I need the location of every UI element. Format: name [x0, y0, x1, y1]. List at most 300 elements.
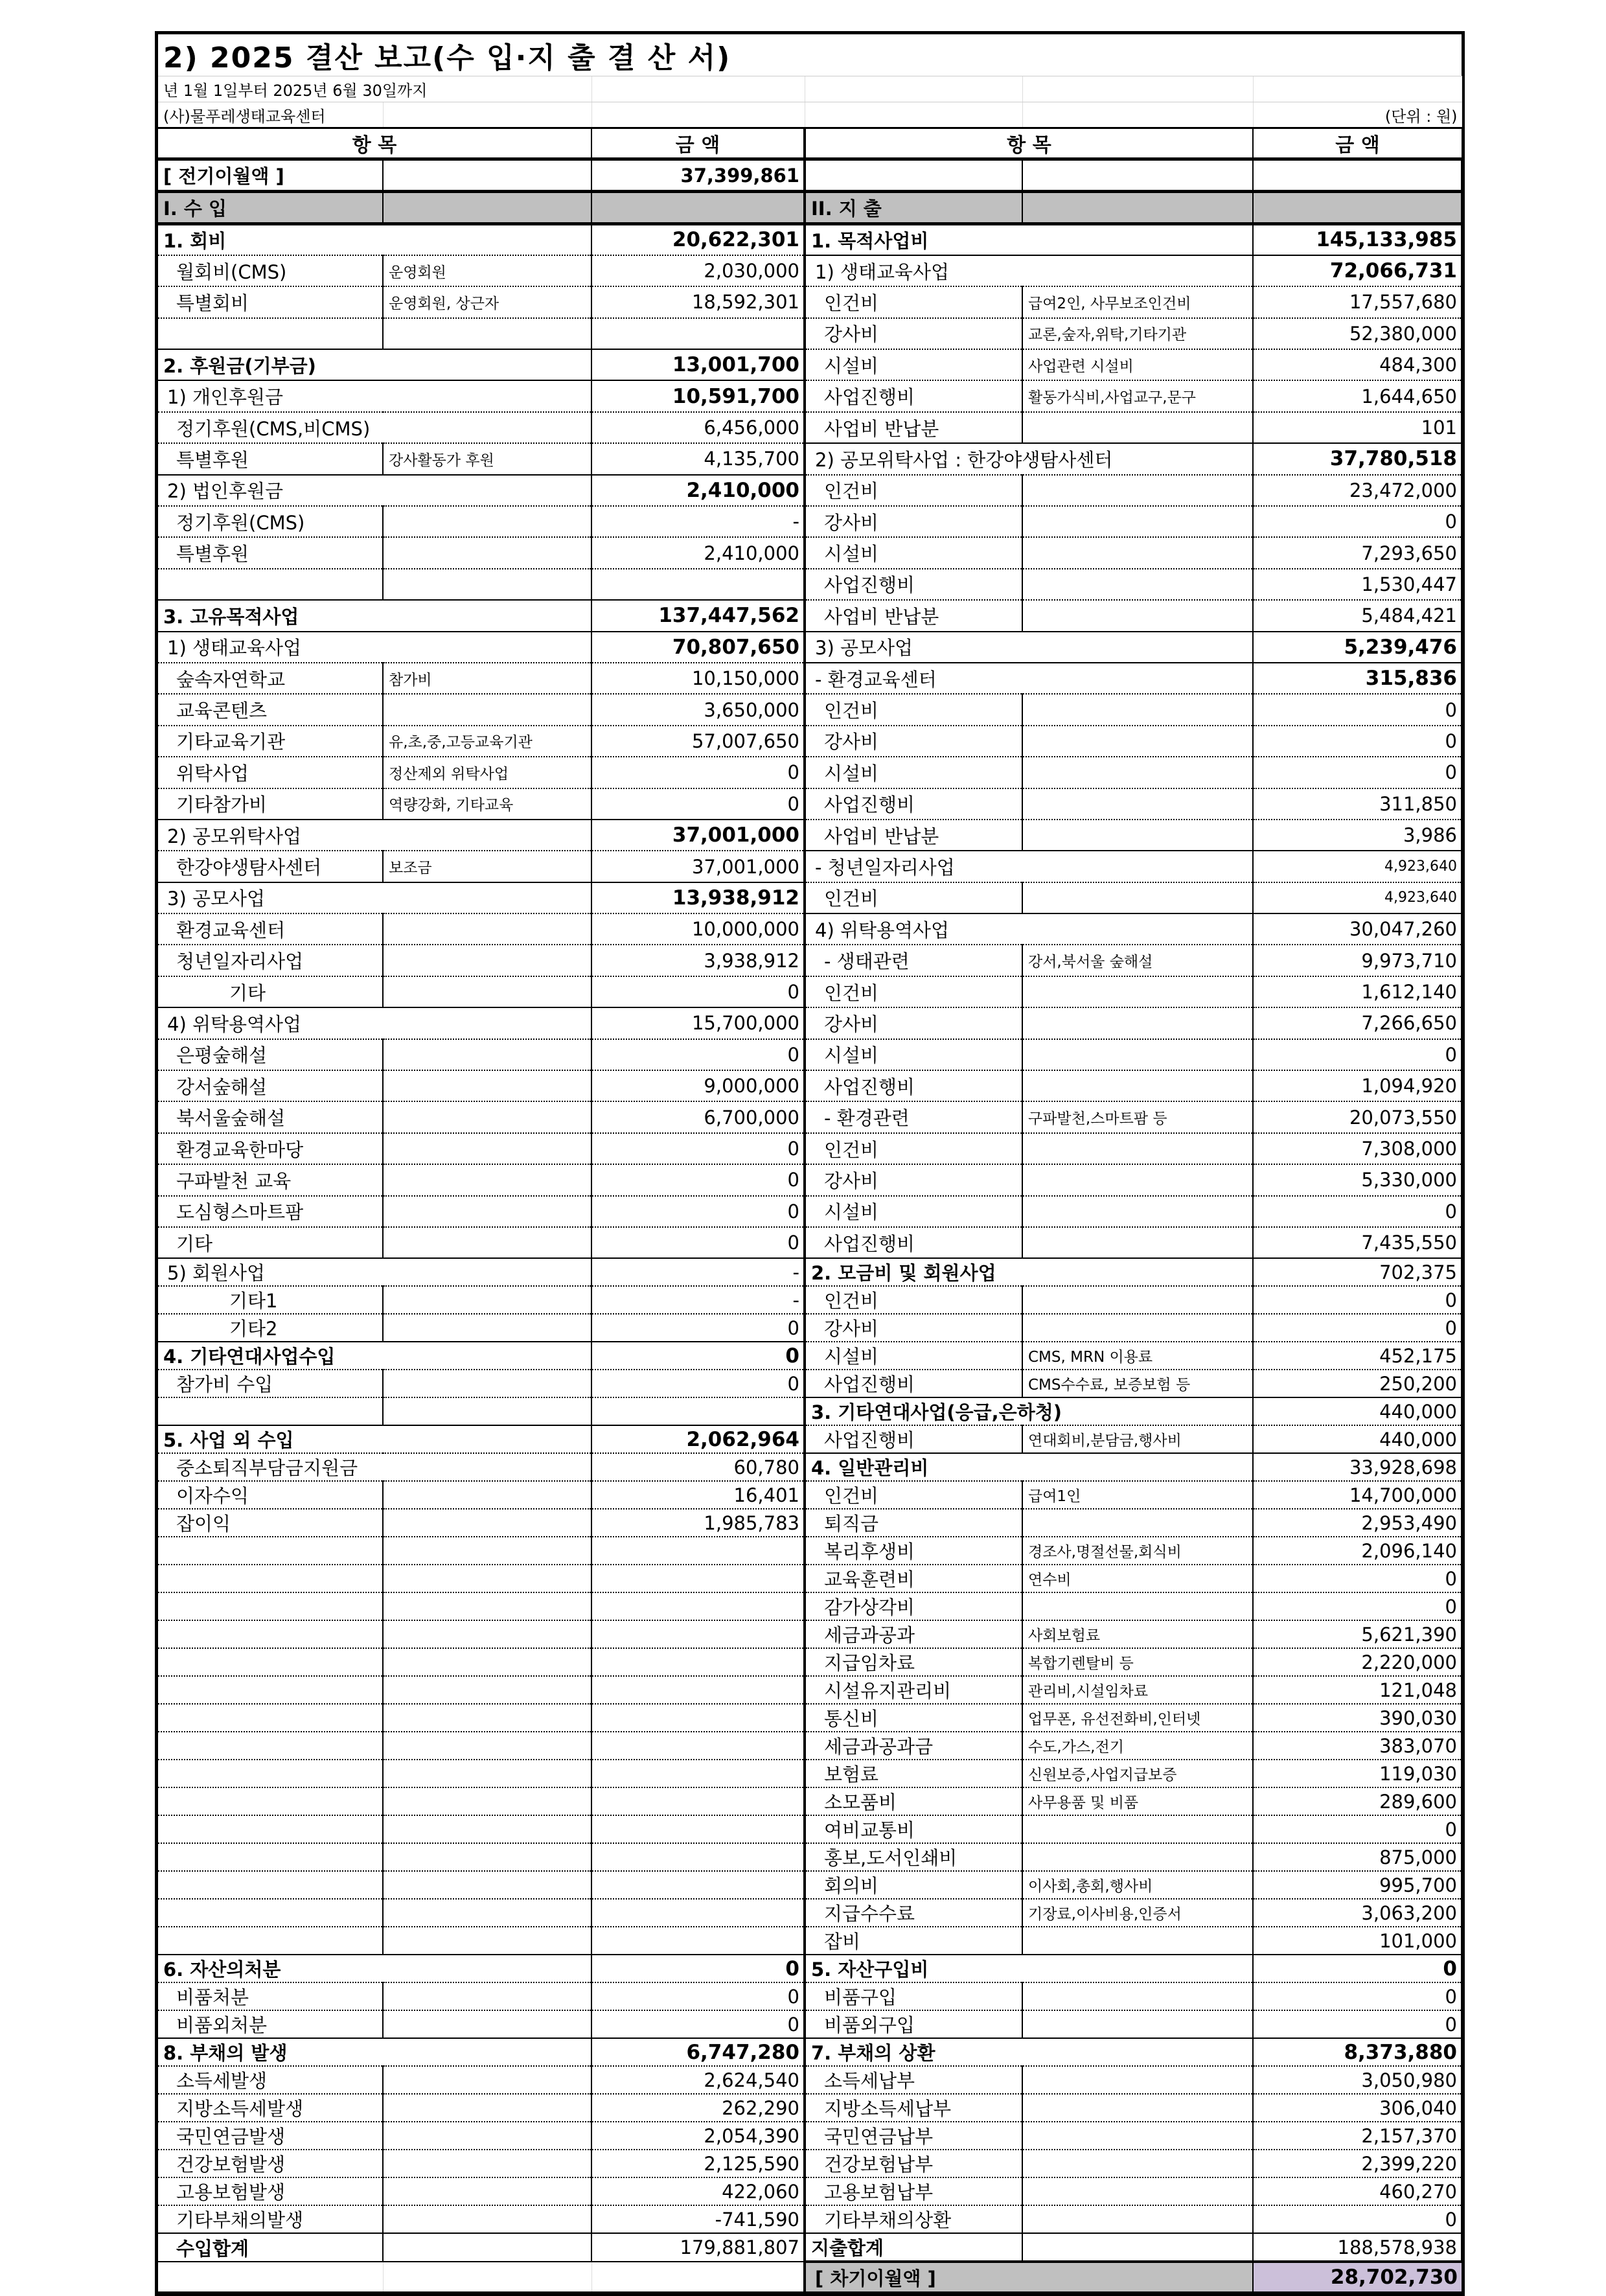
income-item-label — [158, 1592, 383, 1620]
income-item-amount: - — [591, 1286, 805, 1314]
income-item-amount — [591, 569, 805, 600]
expense-section-title: II. 지 출 — [805, 192, 1022, 224]
expense-item-label: 기타부채의상환 — [805, 2205, 1022, 2233]
income-item-note — [383, 2010, 591, 2038]
expense-item-amount: 311,850 — [1253, 788, 1462, 820]
income-item-label: 기타 — [158, 976, 383, 1007]
expense-item-label: 지방소득세납부 — [805, 2094, 1022, 2122]
expense-item-label: 시설비 — [805, 1196, 1022, 1227]
expense-item-note — [1022, 726, 1253, 757]
expense-item-amount: 1,612,140 — [1253, 976, 1462, 1007]
income-item-note — [383, 1370, 591, 1397]
income-item-label: 월회비(CMS) — [158, 255, 383, 286]
income-item-label: 특별후원 — [158, 443, 383, 474]
expense-item-label: - 환경관련 — [805, 1101, 1022, 1132]
carryover-next-row — [158, 2262, 1462, 2291]
expense-item-label: 시설비 — [805, 537, 1022, 568]
income-item-label: 위탁사업 — [158, 757, 383, 788]
expense-item-label: 비품외구입 — [805, 2010, 1022, 2038]
expense-item-label: 3) 공모사업 — [805, 632, 1253, 663]
income-item-label — [158, 1676, 383, 1704]
expense-item-note: 급여1인 — [1022, 1481, 1253, 1509]
income-item-note — [383, 1101, 591, 1132]
income-item-label: 국민연금발생 — [158, 2122, 383, 2150]
expense-item-note — [1022, 1927, 1253, 1955]
income-item-amount — [591, 1676, 805, 1704]
statement-row — [158, 1425, 1462, 1453]
expense-item-label: 강사비 — [805, 726, 1022, 757]
expense-item-amount: 0 — [1253, 1982, 1462, 2010]
expense-item-label: 강사비 — [805, 1314, 1022, 1342]
income-item-label: 수입합계 — [158, 2233, 383, 2262]
statement-row — [158, 1760, 1462, 1787]
expense-item-amount: 101 — [1253, 412, 1462, 443]
statement-row — [158, 976, 1462, 1007]
statement-row — [158, 380, 1462, 411]
expense-item-label: 인건비 — [805, 694, 1022, 725]
expense-item-amount: 0 — [1253, 2010, 1462, 2038]
expense-item-note: 경조사,명절선물,회식비 — [1022, 1537, 1253, 1565]
expense-item-label: 감가상각비 — [805, 1592, 1022, 1620]
income-item-amount: 9,000,000 — [591, 1070, 805, 1101]
statement-row — [158, 1039, 1462, 1070]
income-item-label: 정기후원(CMS) — [158, 506, 383, 537]
income-item-label: 잡이익 — [158, 1509, 383, 1537]
expense-item-amount: 0 — [1253, 1955, 1462, 1982]
statement-row — [158, 1565, 1462, 1592]
income-item-label — [158, 318, 383, 349]
income-item-amount: 2,624,540 — [591, 2066, 805, 2094]
expense-item-note: 신원보증,사업지급보증 — [1022, 1760, 1253, 1787]
income-item-note: 강사활동가 후원 — [383, 443, 591, 474]
income-item-amount — [591, 1815, 805, 1843]
statement-row — [158, 1397, 1462, 1425]
expense-item-amount: 23,472,000 — [1253, 475, 1462, 506]
income-item-amount: 15,700,000 — [591, 1007, 805, 1039]
income-item-label: 구파발천 교육 — [158, 1164, 383, 1195]
expense-item-amount: 7,435,550 — [1253, 1227, 1462, 1258]
expense-item-label: 지급임차료 — [805, 1648, 1022, 1676]
expense-item-amount: 1,094,920 — [1253, 1070, 1462, 1101]
expense-item-amount: 390,030 — [1253, 1704, 1462, 1732]
expense-item-note — [1022, 757, 1253, 788]
expense-item-amount: 8,373,880 — [1253, 2038, 1462, 2066]
income-item-note — [383, 318, 591, 349]
income-item-amount: 2,030,000 — [591, 255, 805, 286]
statement-row — [158, 1843, 1462, 1871]
income-item-amount: 4,135,700 — [591, 443, 805, 474]
income-item-note — [383, 1815, 591, 1843]
expense-item-label: 복리후생비 — [805, 1537, 1022, 1565]
income-item-amount: 0 — [591, 1133, 805, 1164]
expense-item-note — [1022, 788, 1253, 820]
income-item-amount: 0 — [591, 976, 805, 1007]
income-item-amount: 10,591,700 — [591, 380, 805, 411]
statement-row — [158, 2150, 1462, 2177]
income-item-label: 도심형스마트팜 — [158, 1196, 383, 1227]
income-item-label — [158, 569, 383, 600]
expense-item-label: 1. 목적사업비 — [805, 224, 1253, 255]
expense-item-amount: 7,266,650 — [1253, 1007, 1462, 1039]
income-item-note: 참가비 — [383, 663, 591, 694]
expense-item-amount: 3,050,980 — [1253, 2066, 1462, 2094]
expense-item-label: 사업진행비 — [805, 569, 1022, 600]
income-item-label — [158, 1787, 383, 1815]
income-item-label: 정기후원(CMS,비CMS) — [158, 412, 591, 443]
unit-label: (단위 : 원) — [1253, 102, 1462, 128]
income-item-label: 6. 자산의처분 — [158, 1955, 591, 1982]
expense-item-label: 사업비 반납분 — [805, 600, 1022, 631]
income-item-label: 환경교육한마당 — [158, 1133, 383, 1164]
expense-item-label: 여비교통비 — [805, 1815, 1022, 1843]
income-item-note — [383, 1704, 591, 1732]
income-item-amount: 10,150,000 — [591, 663, 805, 694]
statement-row — [158, 318, 1462, 349]
expense-item-amount: 2,399,220 — [1253, 2150, 1462, 2177]
statement-row — [158, 2122, 1462, 2150]
income-item-amount: 6,456,000 — [591, 412, 805, 443]
expense-item-note — [1022, 1070, 1253, 1101]
income-item-label: 기타1 — [158, 1286, 383, 1314]
income-item-note — [383, 2122, 591, 2150]
carryover-prev-label: [ 전기이월액 ] — [158, 159, 383, 192]
expense-item-amount: 0 — [1253, 1592, 1462, 1620]
expense-item-amount: 52,380,000 — [1253, 318, 1462, 349]
expense-item-amount: 0 — [1253, 1565, 1462, 1592]
expense-item-label: 지출합계 — [805, 2233, 1022, 2262]
income-item-amount: 10,000,000 — [591, 913, 805, 945]
expense-item-label: 인건비 — [805, 475, 1022, 506]
statement-row — [158, 1676, 1462, 1704]
income-item-amount: 0 — [591, 1227, 805, 1258]
income-item-amount: 37,001,000 — [591, 820, 805, 851]
income-item-note — [383, 1787, 591, 1815]
income-item-note — [383, 1648, 591, 1676]
statement-row — [158, 1227, 1462, 1258]
expense-item-label: 사업진행비 — [805, 1370, 1022, 1397]
income-item-note — [383, 1565, 591, 1592]
income-item-amount: 0 — [591, 1196, 805, 1227]
income-item-note — [383, 1927, 591, 1955]
income-item-label — [158, 1648, 383, 1676]
income-item-amount: 2,125,590 — [591, 2150, 805, 2177]
expense-item-amount: 452,175 — [1253, 1342, 1462, 1370]
expense-item-note — [1022, 820, 1253, 851]
expense-item-label: 사업진행비 — [805, 380, 1022, 411]
expense-item-amount: 250,200 — [1253, 1370, 1462, 1397]
statement-row — [158, 882, 1462, 913]
income-item-label: 중소퇴직부담금지원금 — [158, 1453, 591, 1481]
expense-item-label: 4) 위탁용역사업 — [805, 913, 1253, 945]
income-item-amount: 60,780 — [591, 1453, 805, 1481]
statement-row — [158, 1982, 1462, 2010]
expense-item-note — [1022, 1509, 1253, 1537]
expense-item-label: 3. 기타연대사업(응급,은하청) — [805, 1397, 1253, 1425]
income-item-label — [158, 1537, 383, 1565]
income-item-amount: 137,447,562 — [591, 600, 805, 631]
income-item-label — [158, 1843, 383, 1871]
income-item-amount: - — [591, 506, 805, 537]
expense-item-label: 소득세납부 — [805, 2066, 1022, 2094]
expense-item-label: 세금과공과 — [805, 1620, 1022, 1648]
expense-item-amount: 4,923,640 — [1253, 882, 1462, 913]
expense-item-label: 사업진행비 — [805, 1070, 1022, 1101]
income-item-amount: 2,410,000 — [591, 537, 805, 568]
income-item-label: 참가비 수입 — [158, 1370, 383, 1397]
statement-row — [158, 1927, 1462, 1955]
expense-item-amount: 383,070 — [1253, 1732, 1462, 1760]
statement-row — [158, 788, 1462, 820]
income-item-amount: 2,054,390 — [591, 2122, 805, 2150]
expense-item-note — [1022, 1133, 1253, 1164]
expense-item-amount: 995,700 — [1253, 1871, 1462, 1899]
expense-item-note — [1022, 506, 1253, 537]
statement-row — [158, 2038, 1462, 2066]
statement-row — [158, 726, 1462, 757]
income-item-note — [383, 1070, 591, 1101]
expense-item-note: 연대회비,분담금,행사비 — [1022, 1425, 1253, 1453]
statement-row — [158, 1286, 1462, 1314]
income-item-amount — [591, 1927, 805, 1955]
statement-row — [158, 2066, 1462, 2094]
income-item-label: 4) 위탁용역사업 — [158, 1007, 591, 1039]
income-item-label — [158, 1397, 383, 1425]
statement-row — [158, 1164, 1462, 1195]
income-item-label — [158, 1704, 383, 1732]
income-item-label: 건강보험발생 — [158, 2150, 383, 2177]
expense-item-label: 강사비 — [805, 1007, 1022, 1039]
expense-item-label: 통신비 — [805, 1704, 1022, 1732]
statement-row — [158, 1196, 1462, 1227]
expense-item-amount: 0 — [1253, 1039, 1462, 1070]
income-item-note — [383, 1481, 591, 1509]
statement-row — [158, 475, 1462, 506]
expense-item-note: 사무용품 및 비품 — [1022, 1787, 1253, 1815]
statement-row — [158, 913, 1462, 945]
income-item-note — [383, 1760, 591, 1787]
income-item-label — [158, 1620, 383, 1648]
income-item-label: 1) 생태교육사업 — [158, 632, 591, 663]
expense-item-label: 2. 모금비 및 회원사업 — [805, 1258, 1253, 1286]
expense-item-amount: 17,557,680 — [1253, 286, 1462, 317]
income-item-note — [383, 1227, 591, 1258]
expense-item-note — [1022, 1164, 1253, 1195]
expense-item-amount: 1,530,447 — [1253, 569, 1462, 600]
income-item-note: 정산제외 위탁사업 — [383, 757, 591, 788]
income-item-note — [383, 1982, 591, 2010]
income-item-label: 3. 고유목적사업 — [158, 600, 591, 631]
expense-item-amount: 315,836 — [1253, 663, 1462, 694]
expense-item-note: 이사회,총회,행사비 — [1022, 1871, 1253, 1899]
statement-row — [158, 1007, 1462, 1039]
statement-row — [158, 506, 1462, 537]
expense-item-note — [1022, 2066, 1253, 2094]
income-item-label: 특별회비 — [158, 286, 383, 317]
expense-item-amount: 7,308,000 — [1253, 1133, 1462, 1164]
statement-row — [158, 1537, 1462, 1565]
income-item-label — [158, 1899, 383, 1927]
expense-item-amount: 0 — [1253, 1196, 1462, 1227]
expense-item-label: 사업비 반납분 — [805, 412, 1022, 443]
income-item-amount: 57,007,650 — [591, 726, 805, 757]
income-item-label: 한강야생탐사센터 — [158, 851, 383, 882]
statement-row — [158, 1592, 1462, 1620]
income-item-label: 1. 회비 — [158, 224, 591, 255]
income-item-amount — [591, 1871, 805, 1899]
income-item-amount — [591, 1565, 805, 1592]
income-item-note — [383, 945, 591, 976]
income-item-label: 3) 공모사업 — [158, 882, 591, 913]
income-item-label: 2) 법인후원금 — [158, 475, 591, 506]
income-item-label — [158, 1871, 383, 1899]
expense-item-amount: 2,157,370 — [1253, 2122, 1462, 2150]
income-item-amount: 70,807,650 — [591, 632, 805, 663]
expense-item-amount: 0 — [1253, 506, 1462, 537]
statement-row — [158, 1509, 1462, 1537]
income-item-amount: 16,401 — [591, 1481, 805, 1509]
income-item-label: 2. 후원금(기부금) — [158, 349, 591, 380]
statement-row — [158, 1648, 1462, 1676]
income-item-amount: 6,700,000 — [591, 1101, 805, 1132]
income-item-amount — [591, 1620, 805, 1648]
expense-item-amount: 289,600 — [1253, 1787, 1462, 1815]
expense-item-note: 업무폰, 유선전화비,인터넷 — [1022, 1704, 1253, 1732]
income-item-label: 1) 개인후원금 — [158, 380, 591, 411]
expense-item-note — [1022, 2233, 1253, 2262]
income-item-amount: 1,985,783 — [591, 1509, 805, 1537]
expense-item-amount: 2,220,000 — [1253, 1648, 1462, 1676]
expense-item-note — [1022, 1227, 1253, 1258]
statement-row — [158, 757, 1462, 788]
statement-row — [158, 1133, 1462, 1164]
expense-item-label: 비품구입 — [805, 1982, 1022, 2010]
expense-item-amount: 72,066,731 — [1253, 255, 1462, 286]
income-item-amount: -741,590 — [591, 2205, 805, 2233]
expense-item-label: 시설비 — [805, 349, 1022, 380]
statement-table — [158, 34, 1462, 2291]
expense-item-label: 건강보험납부 — [805, 2150, 1022, 2177]
income-item-amount: 2,062,964 — [591, 1425, 805, 1453]
statement-row — [158, 1871, 1462, 1899]
expense-item-label: 고용보험납부 — [805, 2177, 1022, 2205]
statement-row — [158, 569, 1462, 600]
income-item-note: 유,초,중,고등교육기관 — [383, 726, 591, 757]
statement-row — [158, 224, 1462, 255]
expense-item-label: 사업진행비 — [805, 1425, 1022, 1453]
expense-item-label: 사업비 반납분 — [805, 820, 1022, 851]
income-item-label — [158, 1732, 383, 1760]
expense-item-label: 인건비 — [805, 1286, 1022, 1314]
income-item-note — [383, 1397, 591, 1425]
expense-item-note: CMS, MRN 이용료 — [1022, 1342, 1253, 1370]
income-item-note — [383, 1732, 591, 1760]
expense-item-label: 강사비 — [805, 1164, 1022, 1195]
expense-item-amount: 460,270 — [1253, 2177, 1462, 2205]
statement-row — [158, 1314, 1462, 1342]
income-item-amount: 0 — [591, 1039, 805, 1070]
expense-item-amount: 306,040 — [1253, 2094, 1462, 2122]
income-item-label: 청년일자리사업 — [158, 945, 383, 976]
expense-item-note — [1022, 2122, 1253, 2150]
header-amount-left: 금 액 — [591, 128, 805, 159]
expense-item-amount: 101,000 — [1253, 1927, 1462, 1955]
statement-row — [158, 1787, 1462, 1815]
income-item-note — [383, 694, 591, 725]
income-item-note — [383, 976, 591, 1007]
income-item-amount: 2,410,000 — [591, 475, 805, 506]
carryover-prev-amount: 37,399,861 — [591, 159, 805, 192]
expense-item-note — [1022, 1843, 1253, 1871]
expense-item-note — [1022, 2094, 1253, 2122]
expense-item-amount: 440,000 — [1253, 1425, 1462, 1453]
statement-row — [158, 255, 1462, 286]
expense-item-note: 강서,북서울 숲해설 — [1022, 945, 1253, 976]
expense-item-label: - 생태관련 — [805, 945, 1022, 976]
expense-item-note — [1022, 537, 1253, 568]
expense-item-label: 강사비 — [805, 318, 1022, 349]
expense-item-label: 2) 공모위탁사업 : 한강야생탐사센터 — [805, 443, 1253, 474]
income-item-note — [383, 2205, 591, 2233]
expense-item-note — [1022, 882, 1253, 913]
income-item-amount — [591, 1787, 805, 1815]
statement-row — [158, 1481, 1462, 1509]
expense-item-note — [1022, 1007, 1253, 1039]
expense-item-note — [1022, 412, 1253, 443]
expense-item-label: 4. 일반관리비 — [805, 1453, 1253, 1481]
statement-row — [158, 1899, 1462, 1927]
income-item-note: 운영회원, 상근자 — [383, 286, 591, 317]
expense-item-note: 수도,가스,전기 — [1022, 1732, 1253, 1760]
statement-row — [158, 820, 1462, 851]
expense-item-amount: 5,239,476 — [1253, 632, 1462, 663]
expense-item-note: CMS수수료, 보증보험 등 — [1022, 1370, 1253, 1397]
statement-row — [158, 349, 1462, 380]
expense-item-label: - 청년일자리사업 — [805, 851, 1253, 882]
expense-item-amount: 5,621,390 — [1253, 1620, 1462, 1648]
income-item-note — [383, 506, 591, 537]
statement-row — [158, 632, 1462, 663]
income-item-amount: 18,592,301 — [591, 286, 805, 317]
income-item-amount: 179,881,807 — [591, 2233, 805, 2262]
expense-item-label: 사업진행비 — [805, 788, 1022, 820]
income-item-label: 비품외처분 — [158, 2010, 383, 2038]
income-item-amount: 0 — [591, 2010, 805, 2038]
income-item-note — [383, 1286, 591, 1314]
income-item-note: 역량강화, 기타교육 — [383, 788, 591, 820]
income-item-amount: 3,650,000 — [591, 694, 805, 725]
statement-row — [158, 1732, 1462, 1760]
expense-item-note — [1022, 1815, 1253, 1843]
income-item-amount — [591, 1899, 805, 1927]
statement-row — [158, 2094, 1462, 2122]
income-item-amount: 0 — [591, 1164, 805, 1195]
income-item-note — [383, 537, 591, 568]
expense-item-note — [1022, 694, 1253, 725]
statement-row — [158, 2233, 1462, 2262]
income-item-amount: 0 — [591, 1982, 805, 2010]
statement-row — [158, 1955, 1462, 1982]
expense-item-note — [1022, 1314, 1253, 1342]
header-item-left: 항 목 — [158, 128, 591, 159]
income-item-note — [383, 1537, 591, 1565]
income-item-amount: 262,290 — [591, 2094, 805, 2122]
expense-item-amount: 145,133,985 — [1253, 224, 1462, 255]
expense-item-amount: 2,096,140 — [1253, 1537, 1462, 1565]
expense-item-note — [1022, 2205, 1253, 2233]
income-item-label — [158, 1760, 383, 1787]
expense-item-label: 교육훈련비 — [805, 1565, 1022, 1592]
income-item-amount — [591, 1732, 805, 1760]
